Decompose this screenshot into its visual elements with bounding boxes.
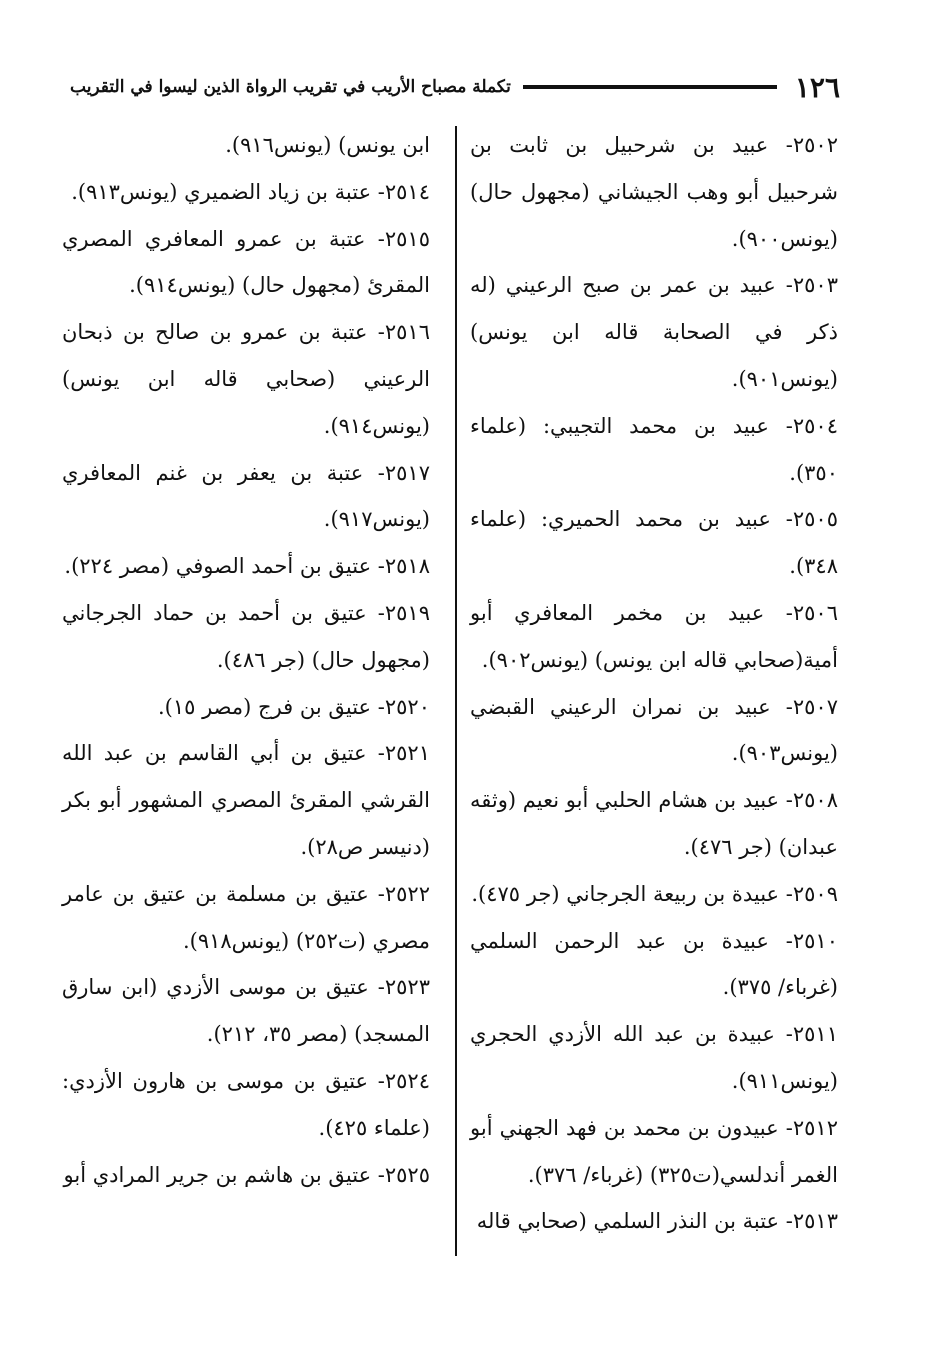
entry-2507: ٢٥٠٧- عبيد بن نمران الرعيني القبضي (يونس٩٠٣). xyxy=(470,694,838,766)
header-rule xyxy=(523,85,777,89)
entry-2511: ٢٥١١- عبيدة بن عبد الله الأزدي الحجري (يونس٩١١). xyxy=(470,1022,838,1093)
entry-2513-continued: ابن يونس) (يونس٩١٦). xyxy=(225,133,430,157)
entry-2502: ٢٥٠٢- عبيد بن شرحبيل بن ثابت بن شرحبيل أبو وهب الجيشاني (مجهول حال) (يونس٩٠٠). xyxy=(470,133,838,251)
entry-2508: ٢٥٠٨- عبيد بن هشام الحلبي أبو نعيم (وثقه عبدان) (جر ٤٧٦). xyxy=(470,788,838,859)
entry-2520: ٢٥٢٠- عتيق بن فرج (مصر ١٥). xyxy=(157,694,430,719)
page-header xyxy=(70,62,840,112)
entry-2522: ٢٥٢٢- عتيق بن مسلمة بن عتيق بن عامر مصري (ت٢٥٢) (يونس٩١٨). xyxy=(62,881,430,953)
entry-2503: ٢٥٠٣- عبيد بن عمر بن صبح الرعيني (له ذكر في الصحابة قاله ابن يونس) (يونس٩٠١). xyxy=(470,273,838,391)
entry-2523: ٢٥٢٣- عتيق بن موسى الأزدي (ابن سارق المسجد) (مصر ٣٥، ٢١٢). xyxy=(62,975,430,1047)
entry-2513: ٢٥١٣- عتبة بن النذر السلمي (صحابي قاله xyxy=(476,1209,838,1234)
entry-2504: ٢٥٠٤- عبيد بن محمد التجيبي: (علماء ٣٥٠). xyxy=(470,413,838,485)
entry-2506: ٢٥٠٦- عبيد بن مخمر المعافري أبو أمية(صحابي قاله ابن يونس) (يونس٩٠٢). xyxy=(470,600,838,672)
entry-2516: ٢٥١٦- عتبة بن عمرو بن صالح بن ذبحان الرعيني (صحابي قاله ابن يونس) (يونس٩١٤). xyxy=(62,320,430,438)
entry-2514: ٢٥١٤- عتبة بن زياد الضميري (يونس٩١٣). xyxy=(71,179,430,204)
column-divider xyxy=(455,126,457,1256)
entry-2509: ٢٥٠٩- عبيدة بن ربيعة الجرجاني (جر ٤٧٥). xyxy=(471,881,838,906)
entry-2510: ٢٥١٠- عبيدة بن عبد الرحمن السلمي (غرباء/ ٣٧٥). xyxy=(470,928,838,1000)
running-title: تكملة مصباح الأريب في تقريب الرواة الذين ليسوا في التقريب xyxy=(70,77,511,97)
entry-2519: ٢٥١٩- عتيق بن أحمد بن حماد الجرجاني (مجهول حال) (جر ٤٨٦). xyxy=(62,600,430,672)
entry-2515: ٢٥١٥- عتبة بن عمرو المعافري المصري المقرئ (مجهول حال) (يونس٩١٤). xyxy=(62,226,430,298)
page-number: ١٢٦ xyxy=(794,70,840,104)
right-column xyxy=(470,122,838,1245)
left-column xyxy=(62,122,430,1198)
entry-2525: ٢٥٢٥- عتيق بن هاشم بن جرير المرادي أبو xyxy=(63,1162,430,1187)
entry-2518: ٢٥١٨- عتيق بن أحمد الصوفي (مصر ٢٢٤). xyxy=(64,554,430,579)
entry-2505: ٢٥٠٥- عبيد بن محمد الحميري: (علماء ٣٤٨). xyxy=(470,507,838,579)
entry-2521: ٢٥٢١- عتيق بن أبي القاسم بن عبد الله القرشي المقرئ المصري المشهور أبو بكر (دنيسر ص٢٨). xyxy=(62,741,430,859)
entry-2524: ٢٥٢٤- عتيق بن موسى بن هارون الأزدي: (علماء ٤٢٥). xyxy=(62,1068,430,1140)
entry-2517: ٢٥١٧- عتبة بن يعفر بن غنم المعافري (يونس٩١٧). xyxy=(62,460,430,532)
entry-2512: ٢٥١٢- عبيدون بن محمد بن فهد الجهني أبو الغمر أندلسي(ت٣٢٥) (غرباء/ ٣٧٦). xyxy=(470,1115,838,1187)
